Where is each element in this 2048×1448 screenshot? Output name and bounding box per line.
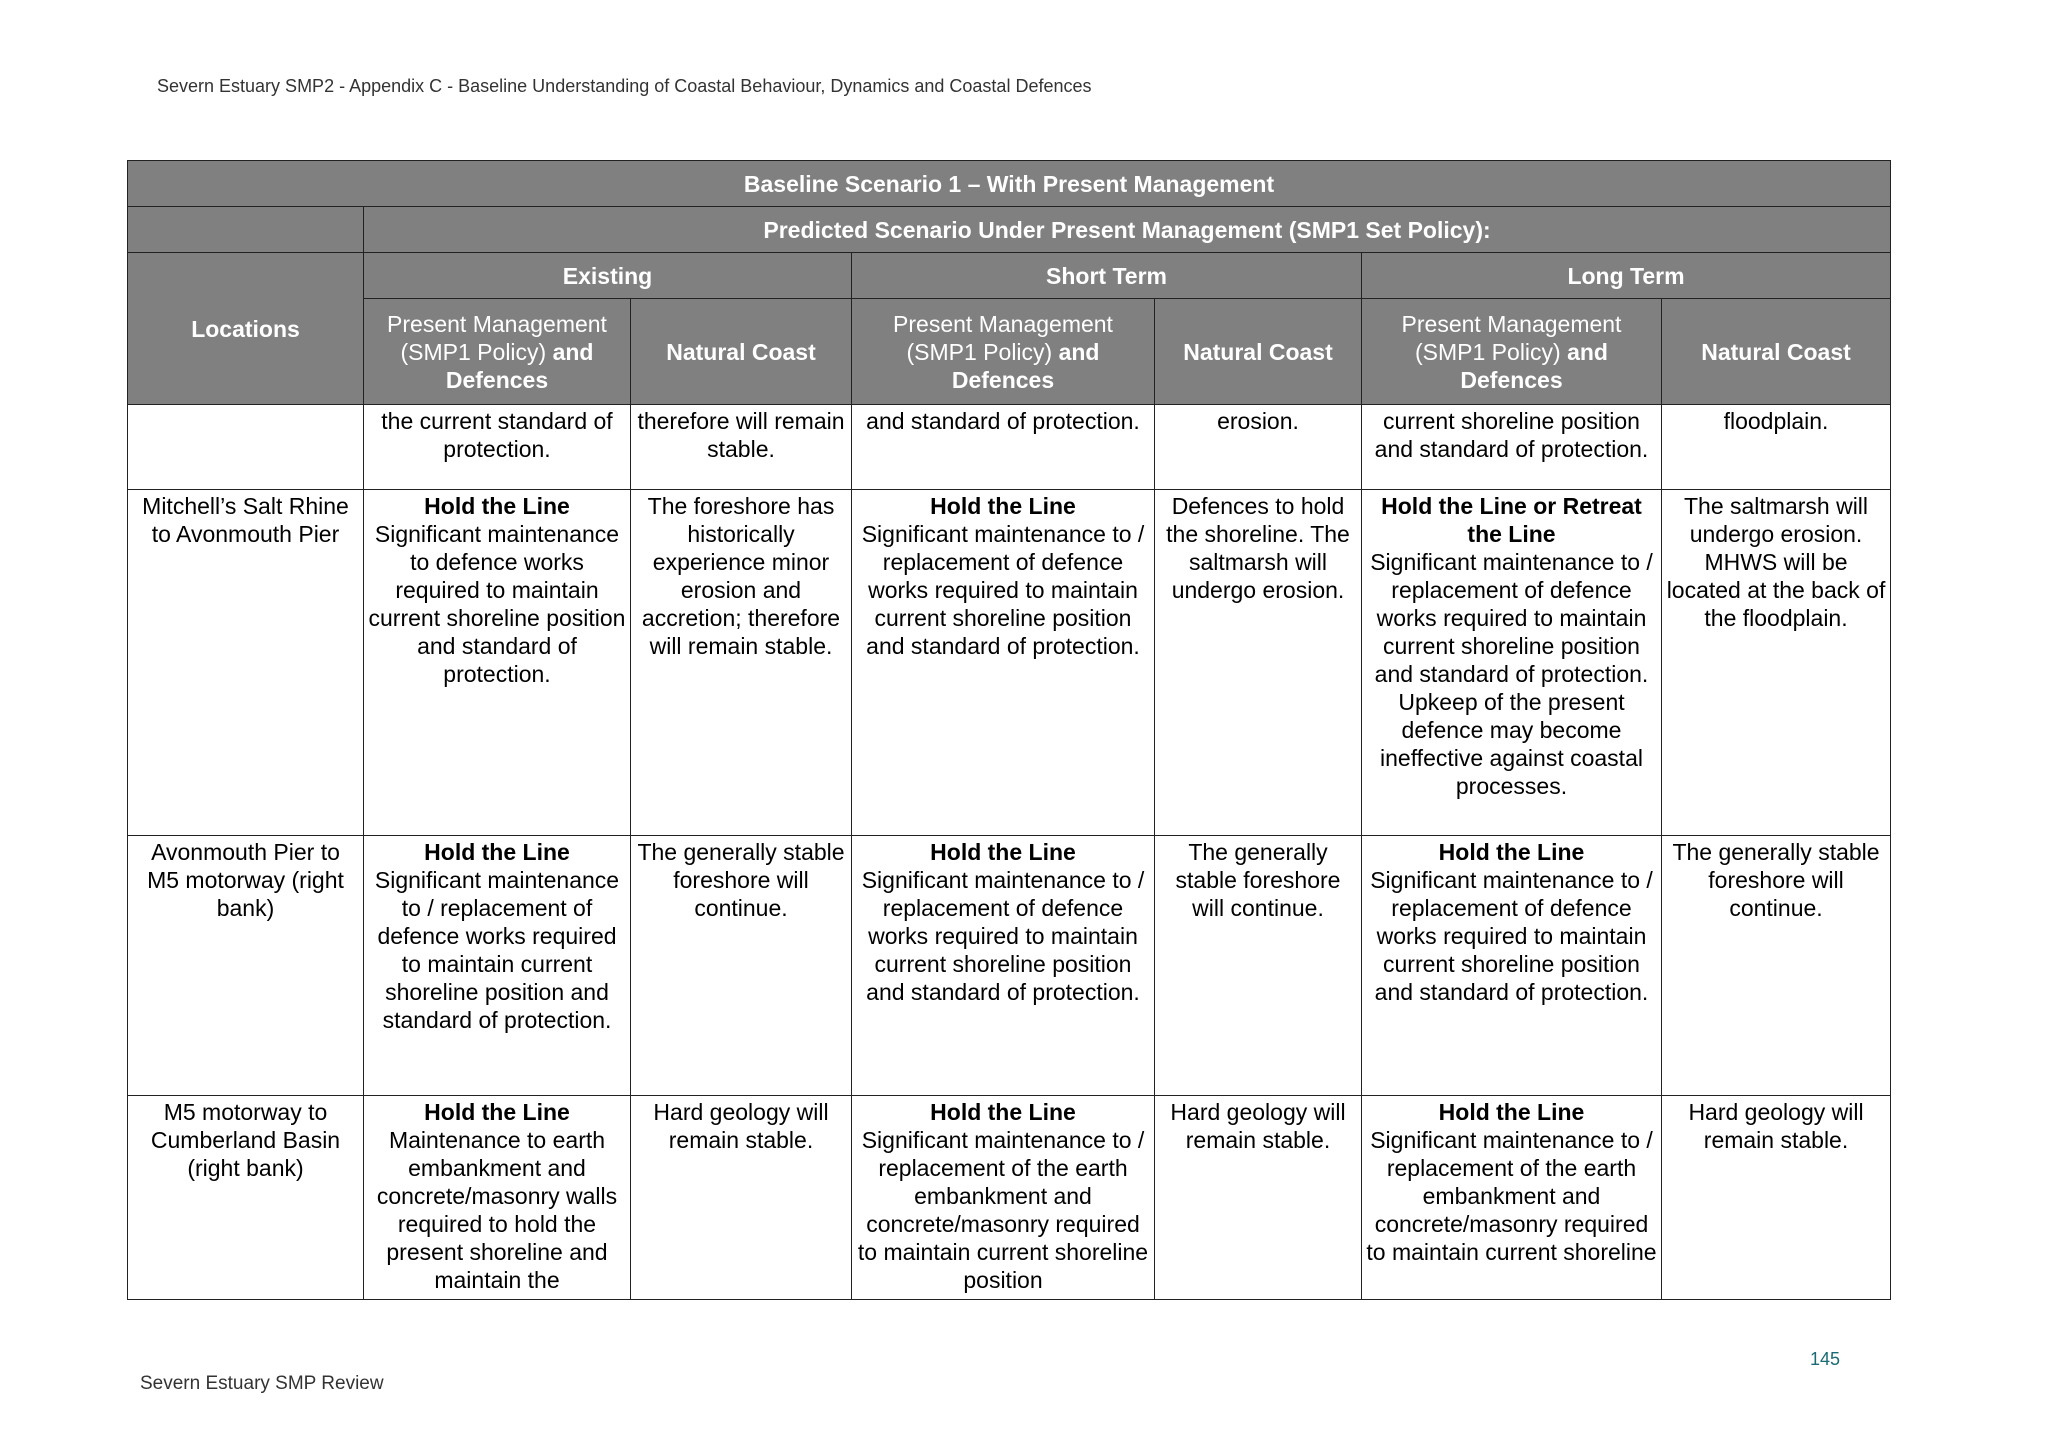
present-management-header: Present Management (SMP1 Policy) and Defences bbox=[852, 299, 1155, 405]
baseline-scenario-table bbox=[127, 160, 1891, 1300]
natural-coast-cell: Hard geology will remain stable. bbox=[631, 1095, 852, 1299]
natural-coast-header: Natural Coast bbox=[631, 299, 852, 405]
policy-label: Hold the Line bbox=[424, 839, 570, 866]
period-long-term: Long Term bbox=[1362, 253, 1891, 299]
natural-coast-cell: Hard geology will remain stable. bbox=[1155, 1095, 1362, 1299]
natural-coast-cell: The foreshore has historically experience minor erosion and accretion; therefore will remain stable. bbox=[631, 490, 852, 836]
present-management-header: Present Management (SMP1 Policy) and Defences bbox=[364, 299, 631, 405]
present-management-cell: and standard of protection. bbox=[852, 405, 1155, 490]
page-number: 145 bbox=[1810, 1349, 1841, 1369]
policy-label: Hold the Line bbox=[1438, 839, 1585, 866]
policy-label: Hold the Line bbox=[930, 1098, 1076, 1125]
natural-coast-header: Natural Coast bbox=[1662, 299, 1891, 405]
table-subtitle: Predicted Scenario Under Present Management (SMP1 Set Policy): bbox=[364, 207, 1891, 253]
present-management-cell: the current standard of protection. bbox=[364, 405, 631, 490]
header-blank-cell bbox=[128, 207, 364, 253]
table-row bbox=[128, 836, 1891, 1095]
natural-coast-cell: erosion. bbox=[1155, 405, 1362, 490]
policy-label: Hold the Line bbox=[424, 1098, 570, 1125]
location-cell: M5 motorway to Cumberland Basin (right bank) bbox=[128, 1095, 364, 1299]
natural-coast-cell: The saltmarsh will undergo erosion. MHWS will be located at the back of the floodplain. bbox=[1662, 490, 1891, 836]
natural-coast-cell: Defences to hold the shoreline. The saltmarsh will undergo erosion. bbox=[1155, 490, 1362, 836]
natural-coast-cell: Hard geology will remain stable. bbox=[1662, 1095, 1891, 1299]
natural-coast-cell: floodplain. bbox=[1662, 405, 1891, 490]
present-management-cell: current shoreline position and standard of protection. bbox=[1362, 405, 1662, 490]
locations-header: Locations bbox=[128, 253, 364, 405]
running-header: Severn Estuary SMP2 - Appendix C - Baseline Understanding of Coastal Behaviour, Dynamics and Coastal Defences bbox=[157, 76, 1092, 96]
present-management-cell: Hold the Line Significant maintenance to / replacement of defence works required to maintain current shoreline position and standard of protection. bbox=[1362, 836, 1662, 1095]
present-management-cell: Hold the Line Significant maintenance to / replacement of defence works required to maintain current shoreline position and standard of protection. bbox=[852, 490, 1155, 836]
natural-coast-cell: therefore will remain stable. bbox=[631, 405, 852, 490]
present-management-cell: Hold the Line Significant maintenance to / replacement of defence works required to maintain current shoreline position and standard of protection. bbox=[364, 836, 631, 1095]
natural-coast-header: Natural Coast bbox=[1155, 299, 1362, 405]
policy-label: Hold the Line or Retreat the Line bbox=[1381, 493, 1642, 548]
page-footer: Severn Estuary SMP Review bbox=[140, 1373, 384, 1394]
period-short-term: Short Term bbox=[852, 253, 1362, 299]
policy-label: Hold the Line bbox=[930, 493, 1076, 520]
present-management-cell: Hold the Line Significant maintenance to / replacement of the earth embankment and concrete/masonry required to maintain current shoreline position bbox=[852, 1095, 1155, 1299]
present-management-cell: Hold the Line or Retreat the Line Significant maintenance to / replacement of defence works required to maintain current shoreline position and standard of protection. Upkeep of the present defence may become ineffective against coastal processes. bbox=[1362, 490, 1662, 836]
table-title: Baseline Scenario 1 – With Present Management bbox=[128, 161, 1891, 207]
present-management-cell: Hold the Line Significant maintenance to / replacement of defence works required to maintain current shoreline position and standard of protection. bbox=[852, 836, 1155, 1095]
location-cell bbox=[128, 405, 364, 490]
natural-coast-cell: The generally stable foreshore will continue. bbox=[631, 836, 852, 1095]
table-row bbox=[128, 490, 1891, 836]
location-cell: Avonmouth Pier to M5 motorway (right bank) bbox=[128, 836, 364, 1095]
natural-coast-cell: The generally stable foreshore will continue. bbox=[1155, 836, 1362, 1095]
policy-label: Hold the Line bbox=[1438, 1098, 1585, 1125]
natural-coast-cell: The generally stable foreshore will continue. bbox=[1662, 836, 1891, 1095]
present-management-cell: Hold the Line Significant maintenance to / replacement of the earth embankment and concrete/masonry required to maintain current shoreline bbox=[1362, 1095, 1662, 1299]
period-existing: Existing bbox=[364, 253, 852, 299]
policy-label: Hold the Line bbox=[424, 493, 570, 520]
table-row bbox=[128, 405, 1891, 490]
present-management-header: Present Management (SMP1 Policy) and Defences bbox=[1362, 299, 1662, 405]
table-row bbox=[128, 1095, 1891, 1299]
location-cell: Mitchell’s Salt Rhine to Avonmouth Pier bbox=[128, 490, 364, 836]
present-management-cell: Hold the Line Significant maintenance to defence works required to maintain current shoreline position and standard of protection. bbox=[364, 490, 631, 836]
present-management-cell: Hold the Line Maintenance to earth embankment and concrete/masonry walls required to hold the present shoreline and maintain the bbox=[364, 1095, 631, 1299]
policy-label: Hold the Line bbox=[930, 839, 1076, 866]
